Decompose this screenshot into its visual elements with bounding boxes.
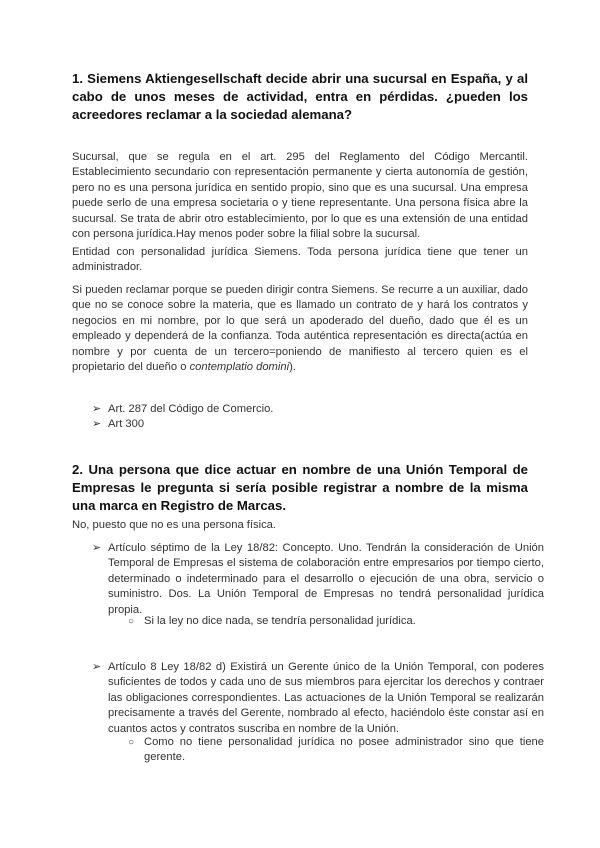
- circle-bullet-icon: ○: [128, 616, 135, 627]
- q1-paragraph-3-text: Si pueden reclamar porque se pueden dirigir contra Siemens. Se recurre a un auxiliar, dado que no se conoce sobre la materia, que es llamado un contrato de y hará los contratos y negocios en mi nombre, por lo que será un apoderado del dueño, dado que él es un empleado y dependerá de la confianza. Toda auténtica representación es directa(actúa en nombre y por cuenta de un tercero=poniendo de manifiesto al tercero quien es el propietario del dueño o: [72, 284, 528, 374]
- q1-paragraph-3-end: ).: [289, 361, 296, 374]
- q1-paragraph-2: Entidad con personalidad jurídica Siemens. Toda persona jurídica tiene que tener un administrador.: [72, 246, 528, 274]
- q1-paragraph-1: Sucursal, que se regula en el art. 295 del Reglamento del Código Mercantil. Establecimiento secundario con representación permanente y cierta autonomía de gestión, pero no es una persona jurídica en sentido propio, sino que es una sucursal. Una empresa puede serlo de una empresa societaria o y tiene representante. Una persona física abre la sucursal. Se trata de abrir otro establecimiento, por lo que es una extensión de una entidad con persona jurídica.Hay menos poder sobre la filial sobre la sucursal.: [72, 151, 528, 241]
- question-2-title: 2. Una persona que dice actuar en nombre de una Unión Temporal de Empresas le pregunta si sería posible registrar a nombre de la misma una marca en Registro de Marcas.: [72, 462, 528, 513]
- q2-sub-bullet-1-text: Si la ley no dice nada, se tendría personalidad jurídica.: [144, 615, 416, 627]
- q2-sub-bullet-2-text: Como no tiene personalidad jurídica no posee administrador sino que tiene gerente.: [144, 736, 544, 764]
- arrow-bullet-icon: ➢: [92, 661, 102, 673]
- q2-bullet-2: [92, 660, 544, 737]
- arrow-bullet-icon: ➢: [92, 542, 102, 554]
- q2-bullet-2-text: Artículo 8 Ley 18/82 d) Existirá un Gerente único de la Unión Temporal, con poderes suficientes de todos y cada uno de sus miembros para ejercitar los derechos y contraer las obligaciones correspondientes. Las actuaciones de la Unión Temporal se realizarán precisamente a través del Gerente, nombrado al efecto, haciéndolo éste constar así en cuantos actos y contratos suscriba en nombre de la Unión.: [108, 661, 544, 735]
- q2-sub-bullet-2: [128, 735, 544, 766]
- arrow-bullet-icon: ➢: [92, 418, 102, 430]
- q1-paragraph-3: [72, 283, 528, 375]
- q2-sub-bullet-1: [128, 614, 544, 629]
- q1-paragraph-3-italic: contemplatio domini: [189, 361, 290, 374]
- q1-bullet-1-text: Art. 287 del Código de Comercio.: [108, 403, 274, 415]
- q1-bullet-2-text: Art 300: [108, 418, 145, 430]
- q1-bullet-1: [92, 402, 544, 417]
- q2-answer: No, puesto que no es una persona física.: [72, 519, 276, 531]
- circle-bullet-icon: ○: [128, 737, 135, 748]
- q1-bullet-2: [92, 417, 544, 432]
- q2-bullet-1-text: Artículo séptimo de la Ley 18/82: Concepto. Uno. Tendrán la consideración de Unión Temporal de Empresas el sistema de colaboración entre empresarios por tiempo cierto, determinado o indeterminado para el desarrollo o ejecución de una obra, servicio o suministro. Dos. La Unión Temporal de Empresas no tendrá personalidad jurídica propia.: [108, 542, 544, 616]
- arrow-bullet-icon: ➢: [92, 403, 102, 415]
- q2-bullet-1: [92, 541, 544, 618]
- question-1-title: 1. Siemens Aktiengesellschaft decide abrir una sucursal en España, y al cabo de unos meses de actividad, entra en pérdidas. ¿pueden los acreedores reclamar a la sociedad alemana?: [72, 71, 528, 122]
